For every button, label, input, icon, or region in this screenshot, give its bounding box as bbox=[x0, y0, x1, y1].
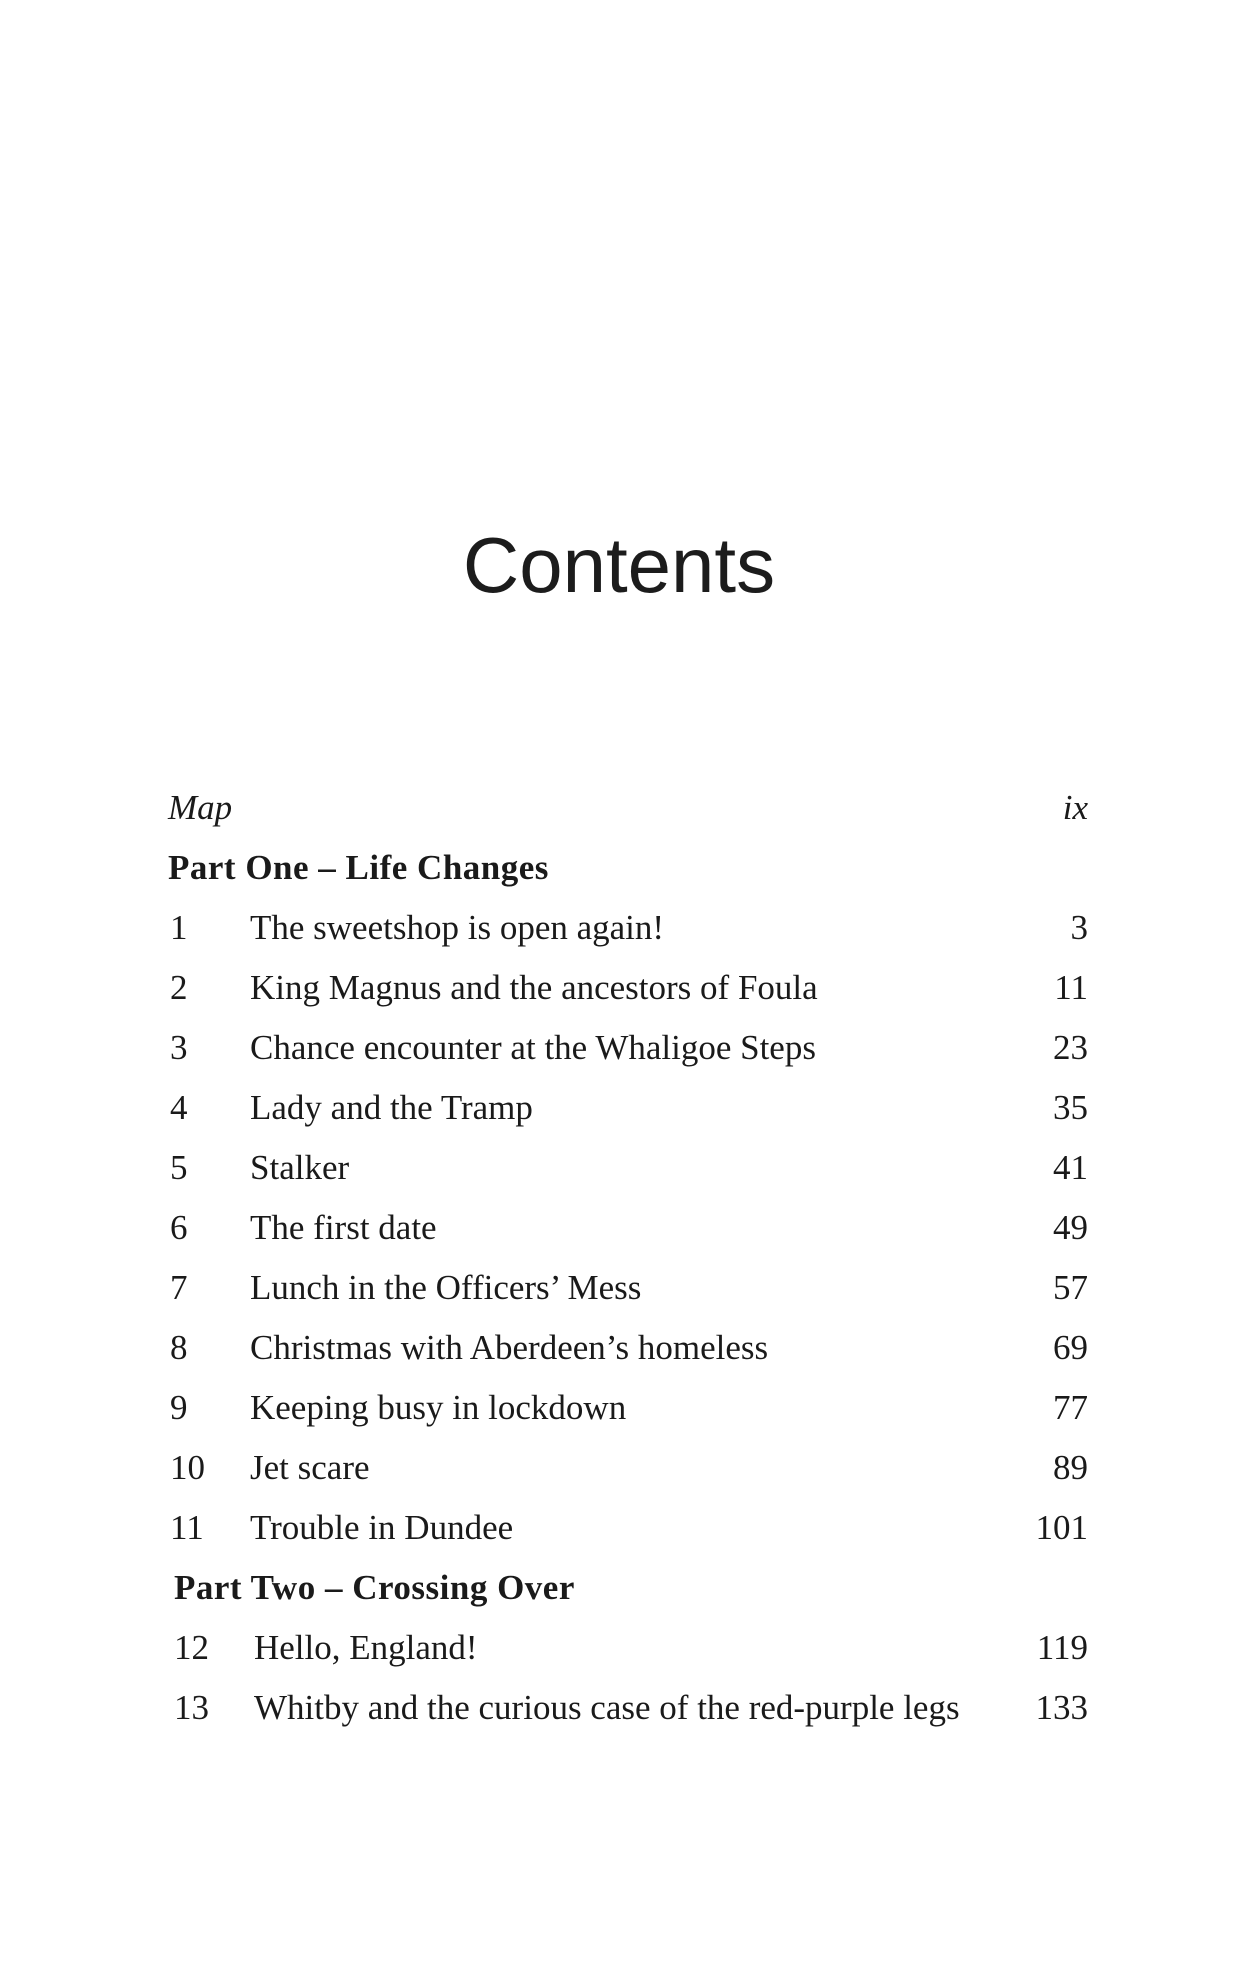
toc-entry[interactable] bbox=[174, 1683, 1088, 1733]
chapter-number: 10 bbox=[170, 1448, 205, 1487]
chapter-number: 9 bbox=[170, 1388, 188, 1427]
chapter-title: Keeping busy in lockdown bbox=[250, 1388, 627, 1427]
chapter-number: 8 bbox=[170, 1328, 188, 1367]
part-heading bbox=[174, 1563, 1088, 1613]
chapter-title: Whitby and the curious case of the red-purple legs bbox=[254, 1688, 960, 1727]
chapter-title: King Magnus and the ancestors of Foula bbox=[250, 968, 818, 1007]
chapter-title: Lady and the Tramp bbox=[250, 1088, 533, 1127]
chapter-page: 77 bbox=[1053, 1388, 1088, 1427]
entry-title: Map bbox=[168, 788, 233, 827]
chapter-title: Hello, England! bbox=[254, 1628, 478, 1667]
toc-entry[interactable] bbox=[170, 1503, 1088, 1553]
toc-entry[interactable] bbox=[174, 1623, 1088, 1673]
toc-entry[interactable] bbox=[170, 903, 1088, 953]
chapter-page: 41 bbox=[1053, 1148, 1088, 1187]
chapter-page: 49 bbox=[1053, 1208, 1088, 1247]
toc-entry[interactable] bbox=[170, 1263, 1088, 1313]
chapter-title: Jet scare bbox=[250, 1448, 370, 1487]
chapter-page: 11 bbox=[1054, 968, 1088, 1007]
chapter-page: 57 bbox=[1053, 1268, 1088, 1307]
chapter-number: 7 bbox=[170, 1268, 188, 1307]
page-title: Contents bbox=[462, 521, 776, 609]
chapter-page: 69 bbox=[1053, 1328, 1088, 1367]
chapter-number: 2 bbox=[170, 968, 188, 1007]
part-heading-text: Part One – Life Changes bbox=[168, 848, 549, 887]
chapter-title: Trouble in Dundee bbox=[250, 1508, 514, 1547]
chapter-number: 6 bbox=[170, 1208, 188, 1247]
toc-entry[interactable] bbox=[170, 1023, 1088, 1073]
chapter-page: 89 bbox=[1053, 1448, 1088, 1487]
toc-entry[interactable] bbox=[170, 1383, 1088, 1433]
toc-entry-map[interactable] bbox=[0, 783, 1088, 833]
chapter-number: 3 bbox=[170, 1028, 188, 1067]
chapter-number: 11 bbox=[170, 1508, 204, 1547]
part-heading bbox=[168, 843, 1088, 893]
chapter-number: 13 bbox=[174, 1688, 209, 1727]
chapter-title: The first date bbox=[250, 1208, 437, 1247]
chapter-page: 35 bbox=[1053, 1088, 1088, 1127]
chapter-number: 1 bbox=[170, 908, 188, 947]
chapter-page: 101 bbox=[1035, 1508, 1088, 1547]
chapter-page: 23 bbox=[1053, 1028, 1088, 1067]
chapter-number: 12 bbox=[174, 1628, 209, 1667]
toc-entry[interactable] bbox=[170, 1143, 1088, 1193]
part-heading-text: Part Two – Crossing Over bbox=[174, 1568, 575, 1607]
chapter-title: The sweetshop is open again! bbox=[250, 908, 665, 947]
chapter-title: Stalker bbox=[250, 1148, 350, 1187]
chapter-title: Lunch in the Officers’ Mess bbox=[250, 1268, 642, 1307]
chapter-number: 5 bbox=[170, 1148, 188, 1187]
toc-entry[interactable] bbox=[170, 1323, 1088, 1373]
chapter-title: Christmas with Aberdeen’s homeless bbox=[250, 1328, 769, 1367]
chapter-page: 133 bbox=[1035, 1688, 1088, 1727]
entry-page: ix bbox=[1062, 788, 1088, 827]
chapter-number: 4 bbox=[170, 1088, 188, 1127]
chapter-title: Chance encounter at the Whaligoe Steps bbox=[250, 1028, 816, 1067]
chapter-page: 119 bbox=[1036, 1628, 1088, 1667]
chapter-page: 3 bbox=[1070, 908, 1088, 947]
toc-entry[interactable] bbox=[170, 1203, 1088, 1253]
toc-entry[interactable] bbox=[170, 1443, 1088, 1493]
toc-entry[interactable] bbox=[170, 963, 1088, 1013]
toc-entry[interactable] bbox=[170, 1083, 1088, 1133]
